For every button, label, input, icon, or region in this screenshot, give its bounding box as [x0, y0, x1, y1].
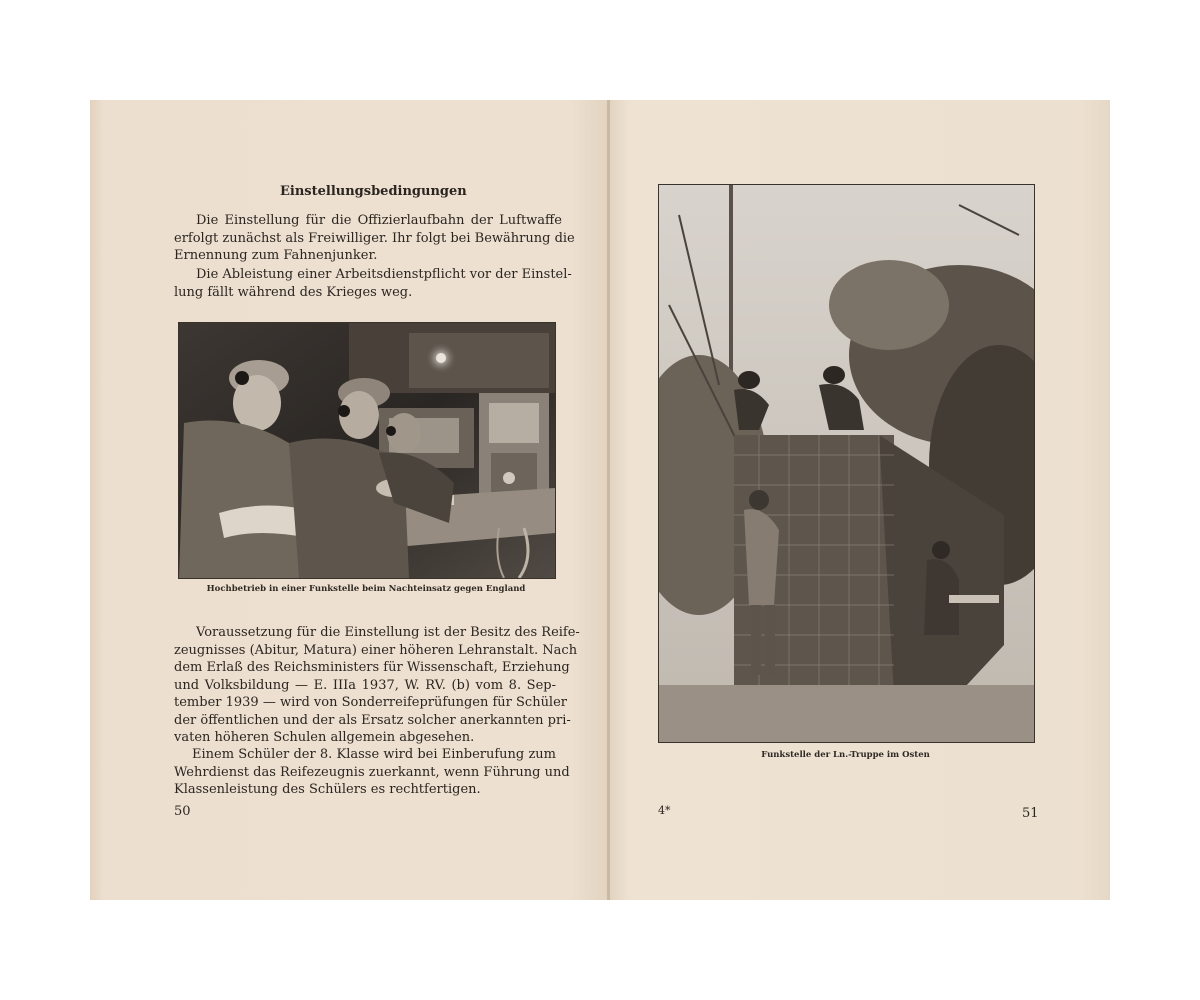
field-radio-post-photo — [658, 184, 1035, 743]
paragraph-intro — [174, 212, 575, 265]
paragraph-schueler — [174, 746, 570, 799]
signature-mark: 4* — [658, 804, 671, 817]
radio-operators-image — [179, 323, 555, 578]
right-page — [610, 100, 1110, 900]
text-line: dem Erlaß des Reichsministers für Wissenschaft, Erziehung — [174, 660, 570, 675]
open-book — [90, 100, 1110, 900]
text-line: und Volksbildung — E. IIIa 1937, W. RV. (b) vom 8. Sep- — [174, 677, 556, 693]
text-line: lung fällt während des Krieges weg. — [174, 284, 413, 300]
page-number-left: 50 — [174, 804, 191, 819]
text-line: Die Einstellung für die Offizierlaufbahn der Luftwaffe — [196, 213, 562, 228]
text-line: Wehrdienst das Reifezeugnis zuerkannt, wenn Führung und — [174, 764, 570, 780]
text-line: tember 1939 — wird von Sonderreifeprüfungen für Schüler — [174, 695, 568, 710]
photo-caption-left: Hochbetrieb in einer Funkstelle beim Nachteinsatz gegen England — [206, 584, 526, 594]
text-line: erfolgt zunächst als Freiwilliger. Ihr folgt bei Bewährung die — [174, 230, 575, 246]
camouflaged-radio-post-image — [659, 185, 1034, 742]
left-page — [90, 100, 610, 900]
text-line: vaten höheren Schulen allgemein abgesehen. — [174, 730, 475, 745]
page-number-right: 51 — [1022, 806, 1039, 821]
text-line: zeugnisses (Abitur, Matura) einer höheren Lehranstalt. Nach — [174, 642, 578, 658]
text-line: Ernennung zum Fahnenjunker. — [174, 248, 378, 263]
text-line: Klassenleistung des Schülers es rechtfertigen. — [174, 782, 481, 797]
section-heading: Einstellungsbedingungen — [280, 184, 467, 199]
text-line: Die Ableistung einer Arbeitsdienstpflicht vor der Einstel- — [196, 267, 572, 282]
text-line: Einem Schüler der 8. Klasse wird bei Einberufung zum — [192, 747, 556, 762]
text-line: Voraussetzung für die Einstellung ist der Besitz des Reife- — [196, 625, 580, 640]
paragraph-voraussetzung — [174, 624, 580, 747]
text-line: der öffentlichen und der als Ersatz solcher anerkannten pri- — [174, 712, 571, 728]
radio-station-photo — [178, 322, 556, 579]
paragraph-arbeitsdienst — [174, 266, 572, 301]
photo-caption-right: Funkstelle der Ln.-Truppe im Osten — [761, 750, 930, 760]
